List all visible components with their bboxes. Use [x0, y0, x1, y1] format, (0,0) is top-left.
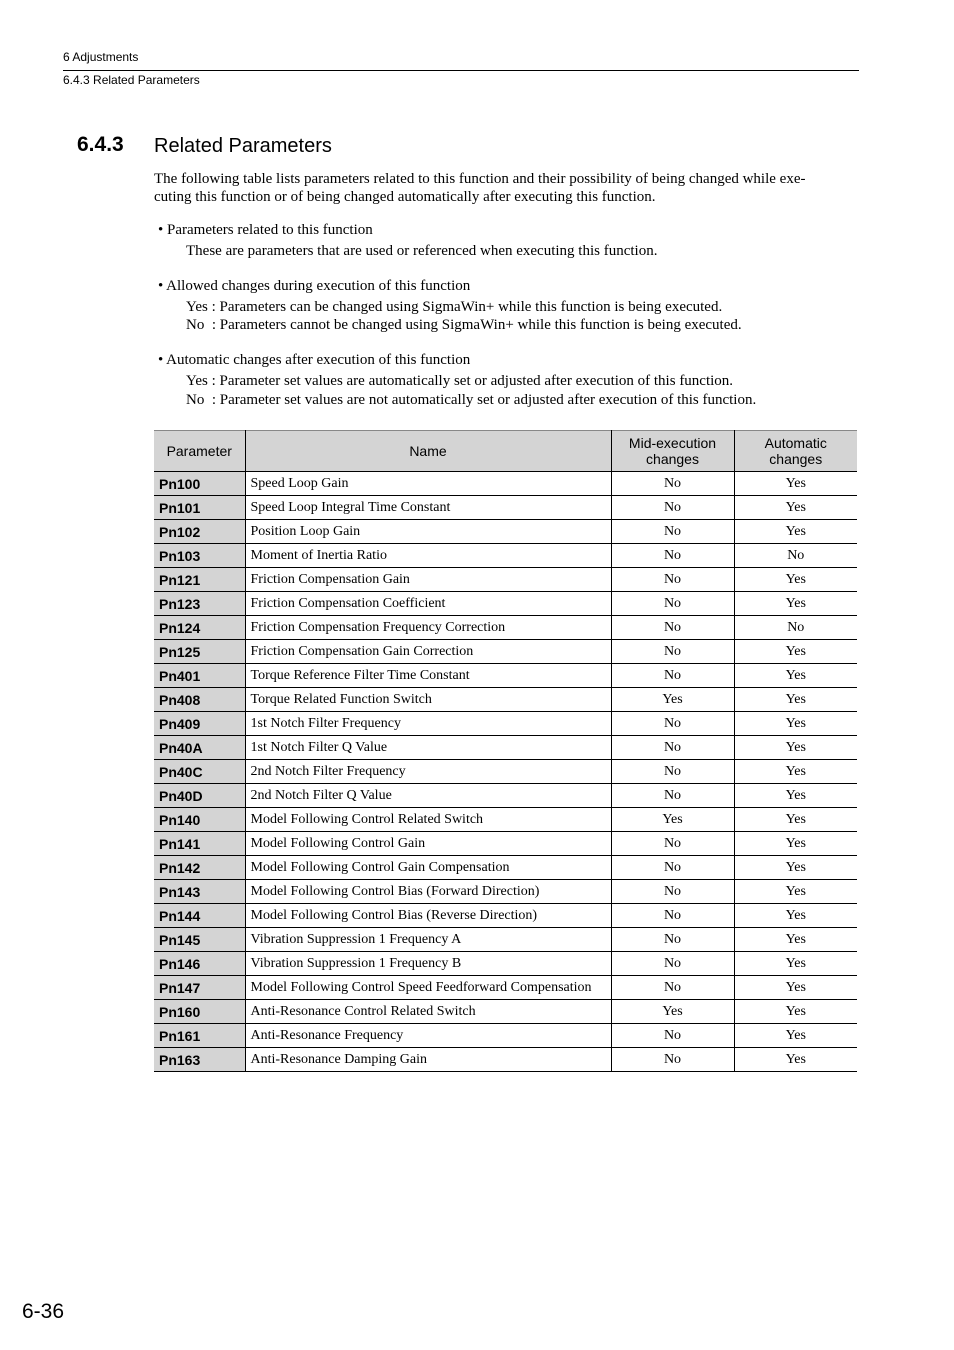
- column-header-mid-line-1: Mid-execution: [628, 435, 717, 451]
- parameter-code-cell: Pn40D: [154, 784, 245, 808]
- mid-execution-cell: No: [611, 736, 734, 760]
- table-row: [154, 928, 857, 952]
- parameter-code-cell: Pn103: [154, 544, 245, 568]
- parameter-code-cell: Pn143: [154, 880, 245, 904]
- bullet-related-parameters: • Parameters related to this function: [158, 222, 373, 238]
- automatic-change-cell: Yes: [734, 856, 857, 880]
- mid-execution-cell: No: [611, 880, 734, 904]
- automatic-change-cell: No: [734, 544, 857, 568]
- section-number: 6.4.3: [77, 133, 124, 156]
- parameter-name-cell: Torque Reference Filter Time Constant: [245, 664, 611, 688]
- intro-line-2: cuting this function or of being changed automatically after executing this function.: [154, 189, 656, 205]
- parameter-name-cell: Speed Loop Integral Time Constant: [245, 496, 611, 520]
- automatic-change-cell: Yes: [734, 1048, 857, 1072]
- automatic-change-cell: Yes: [734, 664, 857, 688]
- table-row: [154, 808, 857, 832]
- automatic-change-cell: Yes: [734, 640, 857, 664]
- mid-execution-cell: Yes: [611, 1000, 734, 1024]
- automatic-change-cell: Yes: [734, 496, 857, 520]
- bullet-automatic-changes-no: No : Parameter set values are not automatically set or adjusted after execution of this function.: [186, 392, 757, 408]
- mid-execution-cell: No: [611, 976, 734, 1000]
- automatic-change-cell: Yes: [734, 568, 857, 592]
- table-row: [154, 904, 857, 928]
- parameter-code-cell: Pn163: [154, 1048, 245, 1072]
- parameter-code-cell: Pn146: [154, 952, 245, 976]
- column-header-name: Name: [245, 431, 611, 472]
- parameter-name-cell: Speed Loop Gain: [245, 472, 611, 496]
- table-row: [154, 784, 857, 808]
- table-row: [154, 952, 857, 976]
- table-row: [154, 520, 857, 544]
- table-row: [154, 1024, 857, 1048]
- mid-execution-cell: No: [611, 568, 734, 592]
- parameter-name-cell: Position Loop Gain: [245, 520, 611, 544]
- parameter-name-cell: Model Following Control Speed Feedforward Compensation: [245, 976, 611, 1000]
- automatic-change-cell: Yes: [734, 688, 857, 712]
- automatic-change-cell: Yes: [734, 712, 857, 736]
- table-row: [154, 712, 857, 736]
- running-header-chapter: 6 Adjustments: [63, 50, 139, 64]
- bullet-allowed-changes: • Allowed changes during execution of this function: [158, 278, 471, 294]
- automatic-change-cell: Yes: [734, 736, 857, 760]
- automatic-change-cell: Yes: [734, 760, 857, 784]
- column-header-auto-line-2: changes: [769, 451, 823, 467]
- mid-execution-cell: No: [611, 544, 734, 568]
- parameter-code-cell: Pn409: [154, 712, 245, 736]
- bullet-automatic-changes-yes: Yes : Parameter set values are automatically set or adjusted after execution of this function.: [186, 373, 734, 389]
- running-header-section: 6.4.3 Related Parameters: [63, 73, 200, 87]
- automatic-change-cell: Yes: [734, 592, 857, 616]
- parameter-code-cell: Pn123: [154, 592, 245, 616]
- mid-execution-cell: No: [611, 760, 734, 784]
- mid-execution-cell: Yes: [611, 688, 734, 712]
- table-row: [154, 616, 857, 640]
- parameter-name-cell: Model Following Control Gain: [245, 832, 611, 856]
- parameter-code-cell: Pn401: [154, 664, 245, 688]
- table-row: [154, 736, 857, 760]
- mid-execution-cell: No: [611, 472, 734, 496]
- parameter-code-cell: Pn125: [154, 640, 245, 664]
- automatic-change-cell: Yes: [734, 832, 857, 856]
- column-header-mid-execution: [611, 431, 734, 472]
- parameter-name-cell: Anti-Resonance Damping Gain: [245, 1048, 611, 1072]
- table-row: [154, 976, 857, 1000]
- table-row: [154, 592, 857, 616]
- parameter-code-cell: Pn140: [154, 808, 245, 832]
- automatic-change-cell: Yes: [734, 904, 857, 928]
- mid-execution-cell: No: [611, 1024, 734, 1048]
- table-row: [154, 832, 857, 856]
- bullet-allowed-changes-no: No : Parameters cannot be changed using SigmaWin+ while this function is being executed.: [186, 317, 742, 333]
- mid-execution-cell: No: [611, 928, 734, 952]
- parameter-code-cell: Pn124: [154, 616, 245, 640]
- automatic-change-cell: Yes: [734, 928, 857, 952]
- mid-execution-cell: No: [611, 520, 734, 544]
- automatic-change-cell: Yes: [734, 880, 857, 904]
- section-title: Related Parameters: [154, 135, 332, 157]
- parameter-code-cell: Pn142: [154, 856, 245, 880]
- table-row: [154, 496, 857, 520]
- table-row: [154, 568, 857, 592]
- table-row: [154, 664, 857, 688]
- column-header-mid-line-2: changes: [646, 451, 699, 467]
- header-divider: [63, 70, 859, 71]
- parameter-name-cell: 1st Notch Filter Frequency: [245, 712, 611, 736]
- parameter-code-cell: Pn40A: [154, 736, 245, 760]
- column-header-automatic: [734, 431, 857, 472]
- mid-execution-cell: No: [611, 904, 734, 928]
- intro-line-1: The following table lists parameters related to this function and their possibility of being changed while exe-: [154, 171, 806, 187]
- automatic-change-cell: Yes: [734, 1000, 857, 1024]
- table-row: [154, 880, 857, 904]
- parameter-name-cell: Moment of Inertia Ratio: [245, 544, 611, 568]
- parameter-code-cell: Pn102: [154, 520, 245, 544]
- parameter-name-cell: Model Following Control Related Switch: [245, 808, 611, 832]
- automatic-change-cell: Yes: [734, 784, 857, 808]
- column-header-parameter: Parameter: [154, 431, 245, 472]
- parameter-code-cell: Pn141: [154, 832, 245, 856]
- parameter-name-cell: Vibration Suppression 1 Frequency B: [245, 952, 611, 976]
- parameter-name-cell: 2nd Notch Filter Q Value: [245, 784, 611, 808]
- bullet-related-parameters-desc: These are parameters that are used or referenced when executing this function.: [186, 243, 658, 259]
- automatic-change-cell: Yes: [734, 472, 857, 496]
- mid-execution-cell: No: [611, 856, 734, 880]
- mid-execution-cell: No: [611, 784, 734, 808]
- mid-execution-cell: No: [611, 640, 734, 664]
- automatic-change-cell: Yes: [734, 808, 857, 832]
- parameter-code-cell: Pn144: [154, 904, 245, 928]
- mid-execution-cell: No: [611, 712, 734, 736]
- automatic-change-cell: Yes: [734, 952, 857, 976]
- parameter-code-cell: Pn161: [154, 1024, 245, 1048]
- parameter-code-cell: Pn147: [154, 976, 245, 1000]
- parameter-name-cell: Model Following Control Bias (Forward Direction): [245, 880, 611, 904]
- parameter-name-cell: Anti-Resonance Control Related Switch: [245, 1000, 611, 1024]
- table-row: [154, 688, 857, 712]
- column-header-auto-line-1: Automatic: [764, 435, 827, 451]
- parameter-name-cell: Friction Compensation Frequency Correction: [245, 616, 611, 640]
- table-header-row: [154, 431, 857, 472]
- mid-execution-cell: No: [611, 952, 734, 976]
- automatic-change-cell: No: [734, 616, 857, 640]
- bullet-automatic-changes: • Automatic changes after execution of this function: [158, 352, 471, 368]
- mid-execution-cell: No: [611, 664, 734, 688]
- intro-paragraph: [154, 170, 854, 206]
- table-row: [154, 760, 857, 784]
- table-row: [154, 856, 857, 880]
- parameter-name-cell: Friction Compensation Gain: [245, 568, 611, 592]
- related-parameters-table: [154, 430, 857, 1072]
- parameter-name-cell: Anti-Resonance Frequency: [245, 1024, 611, 1048]
- mid-execution-cell: No: [611, 616, 734, 640]
- table-row: [154, 1048, 857, 1072]
- mid-execution-cell: No: [611, 1048, 734, 1072]
- parameter-name-cell: Model Following Control Bias (Reverse Direction): [245, 904, 611, 928]
- automatic-change-cell: Yes: [734, 520, 857, 544]
- page-number: 6-36: [22, 1300, 65, 1323]
- parameter-code-cell: Pn160: [154, 1000, 245, 1024]
- parameter-name-cell: 2nd Notch Filter Frequency: [245, 760, 611, 784]
- bullet-allowed-changes-yes: Yes : Parameters can be changed using SigmaWin+ while this function is being executed.: [186, 299, 723, 315]
- mid-execution-cell: No: [611, 832, 734, 856]
- table-row: [154, 1000, 857, 1024]
- table-row: [154, 640, 857, 664]
- parameter-name-cell: Friction Compensation Coefficient: [245, 592, 611, 616]
- mid-execution-cell: Yes: [611, 808, 734, 832]
- parameter-code-cell: Pn408: [154, 688, 245, 712]
- automatic-change-cell: Yes: [734, 976, 857, 1000]
- parameter-code-cell: Pn145: [154, 928, 245, 952]
- parameter-code-cell: Pn121: [154, 568, 245, 592]
- parameter-code-cell: Pn40C: [154, 760, 245, 784]
- mid-execution-cell: No: [611, 496, 734, 520]
- table-row: [154, 472, 857, 496]
- parameter-code-cell: Pn101: [154, 496, 245, 520]
- automatic-change-cell: Yes: [734, 1024, 857, 1048]
- parameter-name-cell: Model Following Control Gain Compensation: [245, 856, 611, 880]
- parameter-name-cell: 1st Notch Filter Q Value: [245, 736, 611, 760]
- parameter-name-cell: Torque Related Function Switch: [245, 688, 611, 712]
- mid-execution-cell: No: [611, 592, 734, 616]
- parameter-code-cell: Pn100: [154, 472, 245, 496]
- parameter-name-cell: Friction Compensation Gain Correction: [245, 640, 611, 664]
- parameter-name-cell: Vibration Suppression 1 Frequency A: [245, 928, 611, 952]
- table-row: [154, 544, 857, 568]
